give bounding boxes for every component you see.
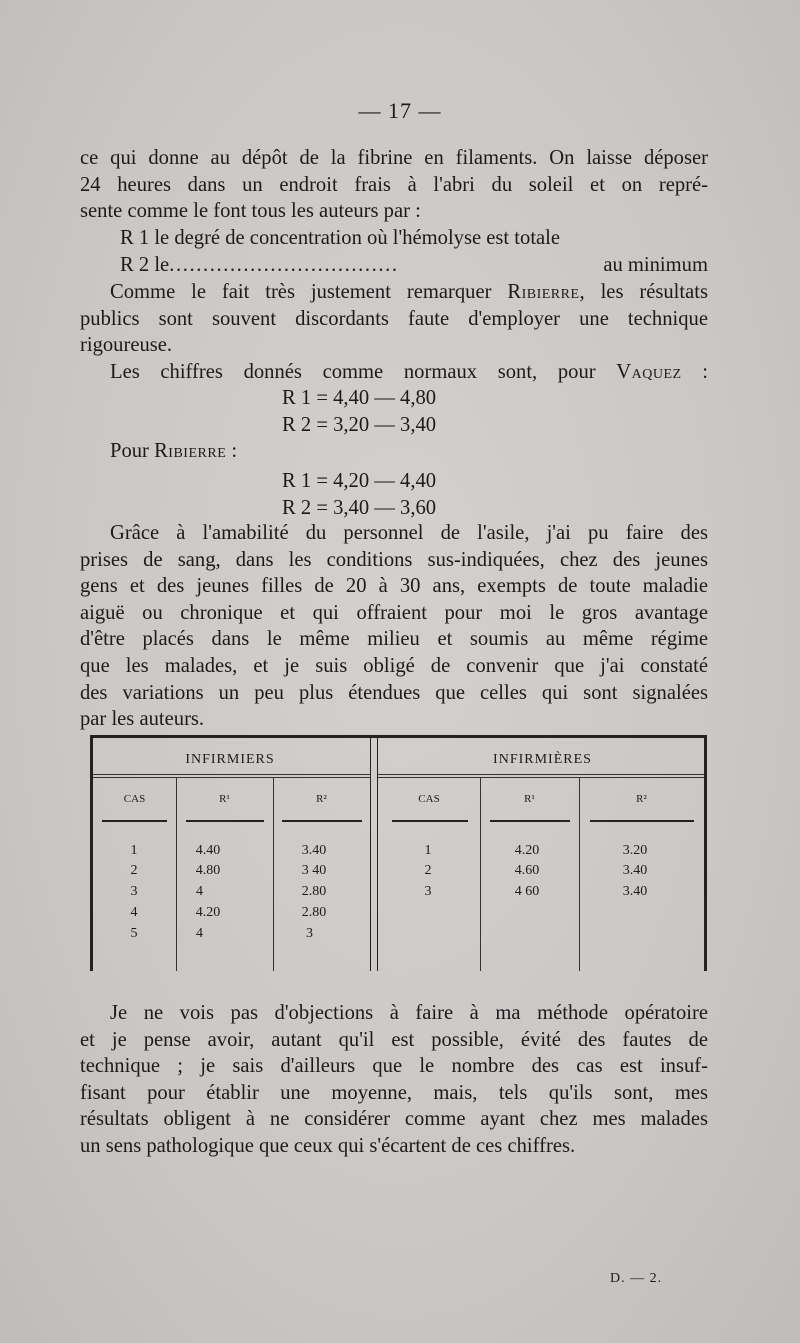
cell: 2.80: [301, 905, 327, 920]
vaquez-r1: R 1 = 4,40 — 4,80: [282, 387, 437, 409]
col-header-cas: CAS: [123, 793, 146, 805]
definition-r1: R 1 le degré de concentration où l'hémolyse est totale: [120, 227, 561, 249]
text-line: publics sont souvent discordants faute d'employer une technique: [80, 307, 708, 330]
text-line: que les malades, et je suis obligé de convenir que j'ai constaté: [80, 654, 708, 677]
text-line: technique ; je sais d'ailleurs que le nombre des cas est insuf-: [80, 1055, 708, 1078]
definition-r2: [120, 252, 708, 279]
text-line: [80, 279, 708, 306]
table-title-infirmieres: INFIRMIÈRES: [493, 752, 592, 767]
signature-mark: D. — 2.: [610, 1271, 663, 1286]
text-span: Comme le fait très justement remarquer: [110, 281, 508, 303]
col-header-r1: R¹: [219, 793, 230, 805]
col-header-r1: R¹: [524, 793, 535, 805]
rule: [490, 820, 570, 822]
rule: [176, 778, 177, 971]
definition-r2-label: R 2 le: [120, 253, 170, 276]
ribierre-r1: R 1 = 4,20 — 4,40: [282, 470, 437, 492]
text-line: d'être placés dans le même milieu et soumis au même régime: [80, 628, 708, 651]
author-name: Ribierre: [507, 281, 580, 303]
text-line: et je pense avoir, autant qu'il est possible, évité des fautes de: [80, 1028, 708, 1051]
rule: [93, 777, 370, 778]
rule: [480, 778, 481, 971]
text-line: des variations un peu plus étendues que celles qui sont signalées: [80, 681, 708, 704]
page-number: — 17 —: [358, 98, 442, 123]
text-span: :: [226, 440, 238, 462]
cell: 2.80: [301, 884, 327, 899]
text-span: Pour: [110, 440, 155, 462]
col-header-r2: R²: [636, 793, 647, 805]
cell: 3.40: [622, 884, 648, 899]
text-line: par les auteurs.: [80, 708, 205, 731]
cell: 3: [424, 884, 432, 899]
text-line: aiguë ou chronique et qui offraient pour moi le gros avantage: [80, 601, 708, 624]
text-line: ce qui donne au dépôt de la fibrine en filaments. On laisse déposer: [80, 147, 708, 169]
definitions: [120, 225, 708, 278]
rule: [186, 820, 264, 822]
cell: 4: [130, 905, 138, 920]
table-title-infirmiers: INFIRMIERS: [185, 752, 275, 767]
ribierre-r2: R 2 = 3,40 — 3,60: [282, 497, 437, 519]
rule: [273, 778, 274, 971]
cell: 4.40: [195, 843, 221, 858]
cell: 3: [130, 884, 138, 899]
text-line: Grâce à l'amabilité du personnel de l'asile, j'ai pu faire des: [110, 522, 708, 544]
cell: 1: [130, 843, 138, 858]
col-header-cas: CAS: [418, 793, 440, 805]
cell: 5: [130, 926, 138, 941]
col-header-r2: R²: [316, 793, 327, 805]
vaquez-r2: R 2 = 3,20 — 3,40: [282, 414, 437, 436]
cell: 2: [424, 863, 432, 878]
text-span: , les résultats: [579, 281, 708, 303]
text-line: résultats obligent à ne considérer comme ayant chez mes malades: [80, 1108, 708, 1131]
cell: 3.40: [301, 843, 327, 858]
pour-ribierre: [110, 440, 237, 463]
text-line: [80, 359, 708, 386]
rule: [282, 820, 362, 822]
cell: 4.20: [514, 843, 540, 858]
text-line: prises de sang, dans les conditions sus-indiquées, chez des jeunes: [80, 548, 708, 571]
definition-r2-value: au minimum: [603, 253, 708, 276]
definition-r2-dots: ..................................: [169, 253, 399, 276]
paragraph-5: [80, 1000, 708, 1160]
paragraph-3: [80, 359, 708, 386]
cell: 2: [130, 863, 138, 878]
text-line: sente comme le font tous les auteurs par :: [80, 200, 421, 223]
cell: 4.80: [195, 863, 221, 878]
text-line: fisant pour établir une moyenne, mais, tels qu'ils sont, mes: [80, 1081, 708, 1104]
rule: [378, 774, 704, 775]
author-name: Ribierre: [154, 440, 227, 462]
cell: 4.20: [195, 905, 221, 920]
cell: 3.40: [622, 863, 648, 878]
paragraph-2: [80, 279, 708, 359]
table-divider: [370, 735, 378, 971]
rule: [93, 774, 370, 775]
text-line: un sens pathologique que ceux qui s'écartent de ces chiffres.: [80, 1134, 576, 1157]
text-line: rigoureuse.: [80, 334, 173, 357]
text-span: :: [681, 361, 708, 383]
cell: 4: [196, 926, 203, 941]
cell: 4 60: [514, 884, 540, 899]
rule: [378, 777, 704, 778]
cell: 4: [196, 884, 203, 899]
author-name: Vaquez: [616, 361, 682, 383]
text-line: Je ne vois pas d'objections à faire à ma méthode opératoire: [110, 1002, 708, 1024]
rule: [579, 778, 580, 971]
paragraph-1: [80, 145, 708, 225]
rule: [590, 820, 694, 822]
text-line: gens et des jeunes filles de 20 à 30 ans, exempts de toute maladie: [80, 575, 708, 598]
cell: 3 40: [301, 863, 327, 878]
cell: 3.20: [622, 843, 648, 858]
paragraph-4: [80, 520, 708, 733]
cell: 3: [306, 926, 313, 941]
text-span: Les chiffres donnés comme normaux sont, pour: [110, 361, 617, 383]
cell: 1: [424, 843, 432, 858]
rule: [102, 820, 167, 822]
rule: [392, 820, 468, 822]
cell: 4.60: [514, 863, 540, 878]
text-line: 24 heures dans un endroit frais à l'abri du soleil et on repré-: [80, 173, 708, 196]
